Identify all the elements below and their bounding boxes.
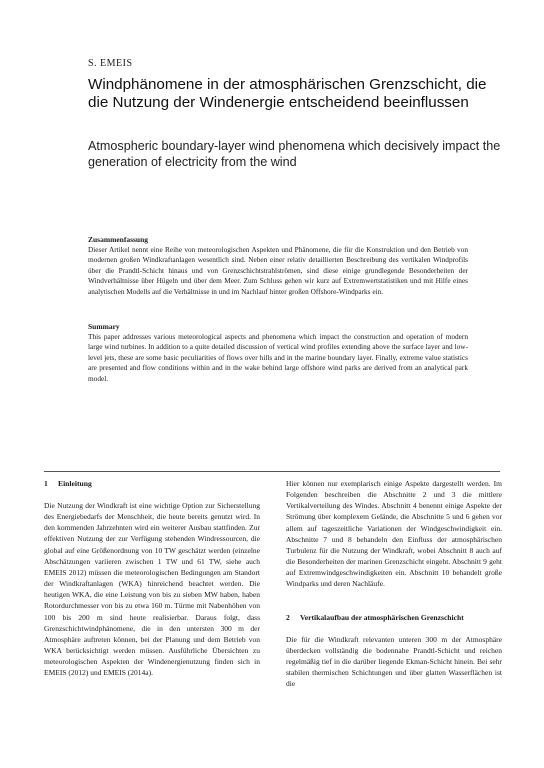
abstract-german-heading: Zusammenfassung [88,235,149,244]
abstract-german [88,235,468,297]
section-1-title: Einleitung [58,479,92,488]
right-column-paragraph: Hier können nur exemplarisch einige Aspekte dargestellt werden. Im Folgenden beschreiben die Abschnitte 2 und 3 die mittlere Vertikalverteilung des Windes. Abschnitt 4 benennt einige Aspekte der Strömung über komplexem Gelände, die Abschnitte 5 und 6 gehen vor allem auf tageszeitliche Variationen der Windgeschwindigkeit ein. Abschnitte 7 und 8 behandeln den Einfluss der atmosphärischen Turbulenz für die Nutzung der Windkraft, wobei Abschnitt 8 auch auf die Besonderheiten der marinen Grenzschicht eingeht. Abschnitt 9 geht auf Extremwindgeschwindigkeiten ein. Abschnitt 10 behandelt große Windparks und deren Nachläufe. [286,479,502,589]
section-2-paragraph: Die für die Windkraft relevanten unteren 300 m der Atmosphäre überdecken vollständig die bodennahe Prandtl-Schicht und reichen regelmäßig tief in die darüber liegende Ekman-Schicht hinein. Bei sehr stabilen thermischen Schichtungen und über glatten Wasserflächen ist die [286,634,502,689]
abstract-english [88,322,468,384]
author-name: S. EMEIS [88,58,133,69]
abstract-german-text: Dieser Artikel nennt eine Reihe von meteorologischen Aspekten und Phänomene, die für die Konstruktion und den Betrieb von modernen großen Windkraftanlagen wesentlich sind. Neben einer relativ detaillierten Beschreibung des vertikalen Windprofils über die Prandtl-Schicht hinaus und von Grenzschichtstrahlströmen, sind diese einige grundlegende Besonderheiten der Windverhältnisse über Hügeln und über dem Meer. Zum Schluss gehen wir kurz auf Extremwertstatistiken und mit Hilfe eines analytischen Modells auf die Verhältnisse in und im Nachlauf hinter großen Offshore-Windparks ein. [88,245,468,296]
title-german: Windphänomene in der atmosphärischen Grenzschicht, die die Nutzung der Windenergie entscheidend beeinflussen [88,76,487,111]
section-2-heading [286,612,502,623]
section-2-number: 2 [286,612,290,622]
left-column [44,478,260,679]
title-english: Atmospheric boundary-layer wind phenomena which decisively impact the generation of electricity from the wind [88,139,501,169]
right-column [286,478,502,689]
abstract-english-text: This paper addresses various meteorological aspects and phenomena which impact the construction and operation of modern large wind turbines. In addition to a quite detailed discussion of vertical wind profiles extending above the surface layer and low-level jets, these are some basic peculiarities of flows over hills and in the marine boundary layer. Finally, extreme value statistics are presented and flow conditions within and in the wake behind large offshore wind parks are derived from an analytical park model. [88,332,468,383]
section-2-title: Vertikalaufbau der atmosphärischen Grenzschicht [300,612,464,622]
section-1-heading [44,478,260,489]
abstract-english-heading: Summary [88,322,120,331]
section-divider [44,471,500,472]
section-1-number: 1 [44,479,48,488]
section-1-paragraph: Die Nutzung der Windkraft ist eine wichtige Option zur Sicherstellung des Energiebedarfs der Menschheit, die heute bereits genutzt wird. In den kommenden Jahrzehnten wird ein weiterer Ausbau stattfinden. Zur effektiven Nutzung der zur Verfügung stehenden Windressourcen, die global auf eine Größenordnung von 10 TW geschätzt werden (einzelne Abschätzungen variieren zwischen 1 TW und 61 TW, siehe auch EMEIS 2012) müssen die meteorologischen Bedingungen am Standort der Windkraftanlagen (WKA) hinreichend beachtet werden. Die heutigen WKA, die eine Leistung von bis zu sieben MW haben, haben Rotordurchmesser von bis zu etwa 160 m. Türme mit Nabenhöhen von 100 bis 200 m sind heute realisierbar. Daraus folgt, dass Grenzschichtwindphänomene, die in den untersten 300 m der Atmosphäre auftreten können, bei der Planung und dem Betrieb von WKA berücksichtigt werden müssen. Ausführliche Übersichten zu meteorologischen Aspekten der Windenergienutzung finden sich in EMEIS (2012) und EMEIS (2014a). [44,501,260,678]
